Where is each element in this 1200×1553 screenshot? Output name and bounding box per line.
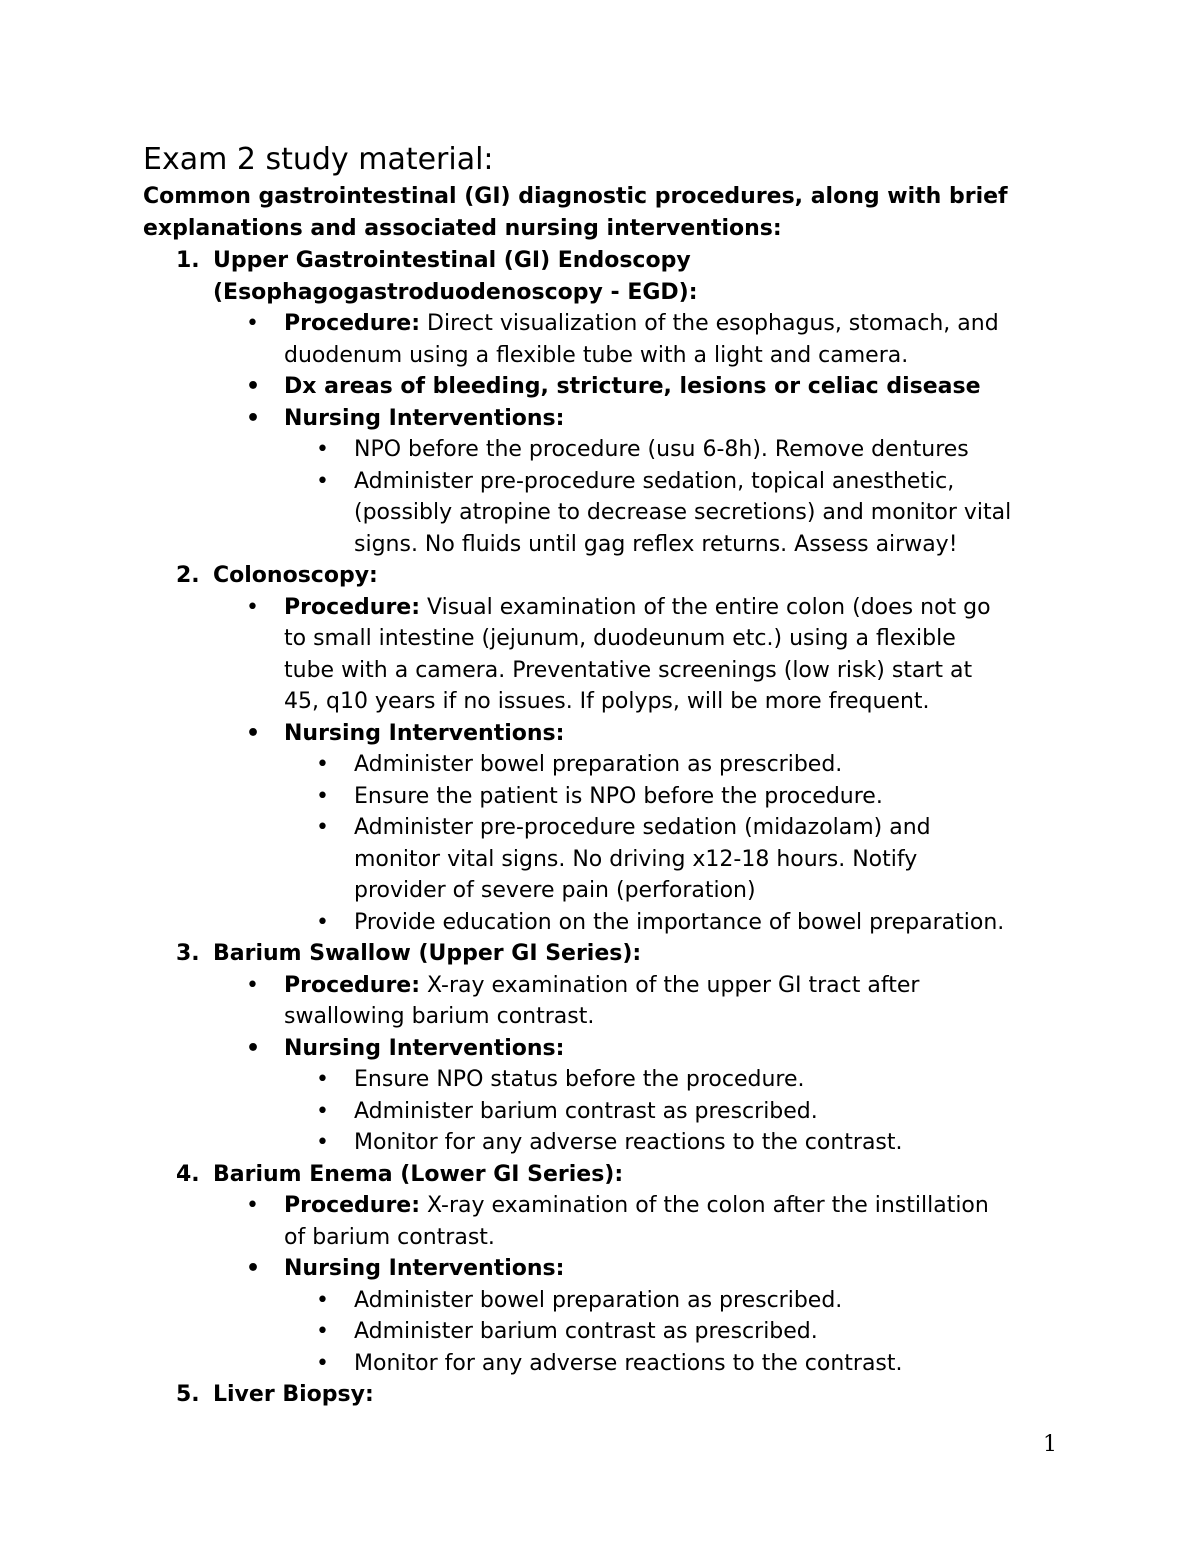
intervention-text: Monitor for any adverse reactions to the contrast. xyxy=(354,1130,903,1155)
bullet: • xyxy=(316,815,329,840)
nursing-interventions-heading xyxy=(0,1253,1200,1285)
intervention-text-continued: monitor vital signs. No driving x12-18 hours. Notify xyxy=(354,846,918,872)
section-title: Colonoscopy: xyxy=(213,563,378,588)
intervention-text: Monitor for any adverse reactions to the contrast. xyxy=(354,1350,903,1376)
procedure-text-continued: tube with a camera. Preventative screenings (low risk) start at xyxy=(284,657,973,683)
intervention-item xyxy=(0,1096,1200,1128)
bullet: • xyxy=(246,374,261,399)
bullet: • xyxy=(246,720,261,746)
intervention-item xyxy=(0,1127,1200,1159)
procedure-label: Procedure: xyxy=(284,594,421,620)
section-heading xyxy=(0,560,1200,592)
intervention-text: Administer barium contrast as prescribed. xyxy=(354,1098,818,1124)
bullet: • xyxy=(316,1067,329,1092)
bullet: • xyxy=(316,1319,329,1344)
bullet: • xyxy=(316,909,329,935)
intervention-text: Administer bowel preparation as prescribed. xyxy=(354,1287,843,1313)
section-heading xyxy=(0,1379,1200,1411)
page-number: 1 xyxy=(1043,1432,1057,1457)
nursing-interventions-heading xyxy=(0,718,1200,750)
bullet: • xyxy=(246,311,259,336)
intervention-text: Administer pre-procedure sedation (midazolam) and xyxy=(354,815,931,840)
procedure-item xyxy=(0,308,1200,340)
bullet: • xyxy=(316,1130,329,1155)
intervention-item xyxy=(0,434,1200,466)
diagnostic-note xyxy=(0,371,1200,403)
procedure-item xyxy=(0,970,1200,1002)
nursing-interventions-heading xyxy=(0,403,1200,435)
bullet: • xyxy=(246,972,259,998)
nursing-label: Nursing Interventions: xyxy=(284,405,565,431)
nursing-label: Nursing Interventions: xyxy=(284,1256,565,1281)
bullet: • xyxy=(246,1035,261,1061)
procedure-text-continued: to small intestine (jejunum, duodeunum etc.) using a flexible xyxy=(284,626,956,651)
procedure-label: Procedure: xyxy=(284,311,421,336)
intervention-text-continued: provider of severe pain (perforation) xyxy=(354,878,756,903)
intervention-item xyxy=(0,466,1200,498)
intervention-item xyxy=(0,1285,1200,1317)
procedure-label: Procedure: xyxy=(284,1193,421,1218)
procedure-item xyxy=(0,592,1200,624)
section-number: 4. xyxy=(176,1161,200,1187)
procedure-label: Procedure: xyxy=(284,972,421,998)
bullet: • xyxy=(316,1350,329,1376)
intervention-text-continued: signs. No fluids until gag reflex returns. Assess airway! xyxy=(354,531,958,557)
intervention-text: Ensure NPO status before the procedure. xyxy=(354,1067,805,1092)
bullet: • xyxy=(246,405,261,431)
section-heading xyxy=(0,245,1200,277)
procedure-text-continued: duodenum using a flexible tube with a light and camera. xyxy=(284,342,909,368)
section-heading-continued xyxy=(0,277,1200,309)
intervention-item xyxy=(0,1316,1200,1348)
section-number: 2. xyxy=(176,563,200,588)
intervention-text-continued: (possibly atropine to decrease secretions) and monitor vital xyxy=(354,500,1012,525)
intervention-text: Ensure the patient is NPO before the procedure. xyxy=(354,783,883,809)
intervention-item xyxy=(0,1348,1200,1380)
intervention-text: Administer pre-procedure sedation, topical anesthetic, xyxy=(354,468,955,494)
bullet: • xyxy=(316,752,329,777)
intervention-text: Administer barium contrast as prescribed. xyxy=(354,1319,818,1344)
section-title: Barium Enema (Lower GI Series): xyxy=(213,1161,624,1187)
procedure-text-continued: swallowing barium contrast. xyxy=(284,1004,595,1029)
nursing-label: Nursing Interventions: xyxy=(284,720,565,746)
bullet: • xyxy=(316,1098,329,1124)
document-title: Exam 2 study material: xyxy=(143,142,494,177)
intervention-item xyxy=(0,1064,1200,1096)
intervention-item xyxy=(0,812,1200,844)
bullet: • xyxy=(316,783,329,809)
intervention-item xyxy=(0,781,1200,813)
procedure-text-continued: of barium contrast. xyxy=(284,1224,495,1250)
bullet: • xyxy=(246,594,259,620)
section-number: 1. xyxy=(176,248,200,273)
procedure-text: X-ray examination of the upper GI tract after xyxy=(427,972,920,998)
diagnostic-note-text: Dx areas of bleeding, stricture, lesions or celiac disease xyxy=(284,374,981,399)
nursing-label: Nursing Interventions: xyxy=(284,1035,565,1061)
procedure-list xyxy=(0,245,1200,1411)
section-heading xyxy=(0,938,1200,970)
procedure-text: X-ray examination of the colon after the instillation xyxy=(427,1193,989,1218)
bullet: • xyxy=(316,468,329,494)
procedure-text: Visual examination of the entire colon (does not go xyxy=(427,594,991,620)
intro-text: Common gastrointestinal (GI) diagnostic procedures, along with brief explanations and associated nursing interventions: xyxy=(143,184,1008,241)
intervention-text: NPO before the procedure (usu 6-8h). Remove dentures xyxy=(354,437,969,462)
procedure-text-continued: 45, q10 years if no issues. If polyps, will be more frequent. xyxy=(284,689,930,714)
section-title: Upper Gastrointestinal (GI) Endoscopy xyxy=(213,248,691,273)
intervention-text: Administer bowel preparation as prescribed. xyxy=(354,752,843,777)
bullet: • xyxy=(246,1256,261,1281)
intervention-item xyxy=(0,749,1200,781)
section-title: Barium Swallow (Upper GI Series): xyxy=(213,941,642,966)
section-title-continued: (Esophagogastroduodenoscopy - EGD): xyxy=(213,279,698,305)
section-title: Liver Biopsy: xyxy=(213,1382,374,1407)
bullet: • xyxy=(316,1287,329,1313)
bullet: • xyxy=(316,437,329,462)
intervention-item xyxy=(0,907,1200,939)
procedure-item xyxy=(0,1190,1200,1222)
procedure-text: Direct visualization of the esophagus, stomach, and xyxy=(427,311,999,336)
bullet: • xyxy=(246,1193,259,1218)
section-heading xyxy=(0,1159,1200,1191)
section-number: 3. xyxy=(176,941,200,966)
section-number: 5. xyxy=(176,1382,200,1407)
nursing-interventions-heading xyxy=(0,1033,1200,1065)
intervention-text: Provide education on the importance of bowel preparation. xyxy=(354,909,1005,935)
